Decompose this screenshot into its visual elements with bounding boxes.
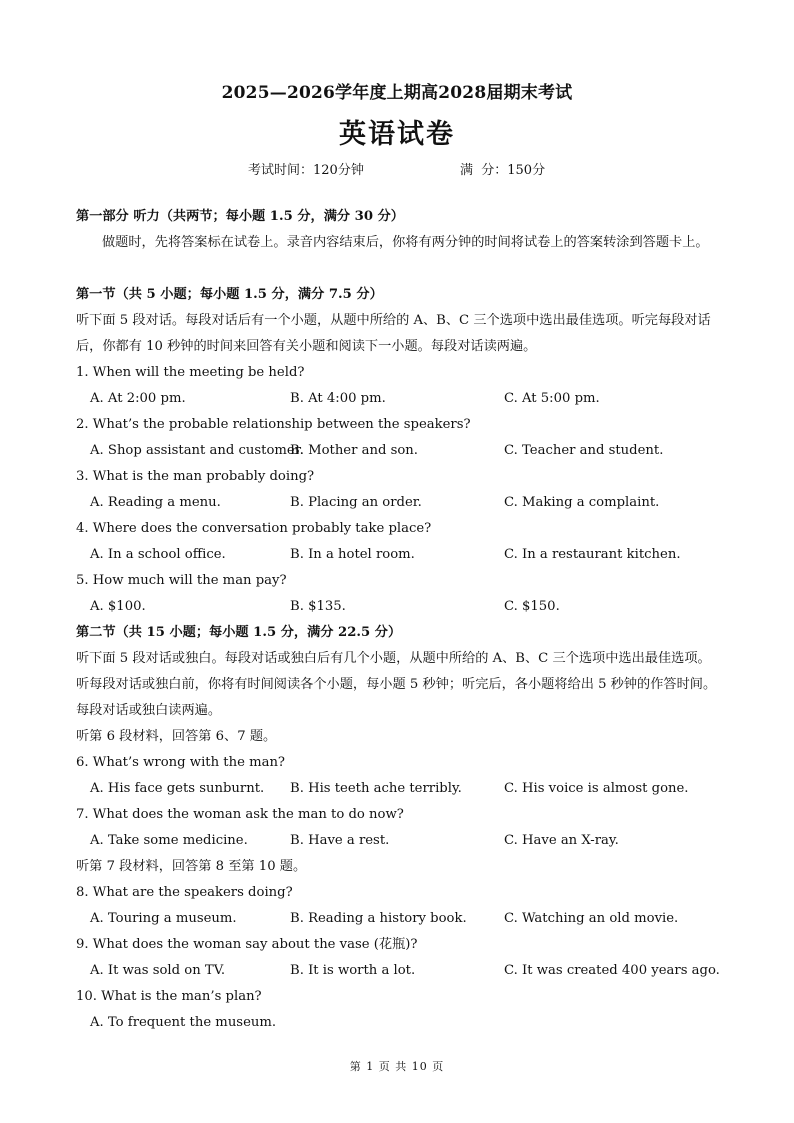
question-stem: 3. What is the man probably doing? — [76, 469, 315, 484]
section2-heading: 第二节（共 15 小题；每小题 1.5 分，满分 22.5 分） — [76, 625, 402, 640]
question-options — [76, 438, 722, 464]
option-c: C. In a restaurant kitchen. — [504, 547, 681, 562]
question-block — [76, 750, 722, 802]
question-stem: 5. How much will the man pay? — [76, 573, 287, 588]
question-block — [76, 932, 722, 984]
option-c: C. Making a complaint. — [504, 495, 660, 510]
option-b: B. Placing an order. — [290, 495, 422, 510]
option-a: A. Take some medicine. — [90, 833, 248, 848]
question-options — [76, 1010, 722, 1036]
question-block — [76, 880, 722, 932]
question-stem: 6. What’s wrong with the man? — [76, 755, 286, 770]
question-stem: 8. What are the speakers doing? — [76, 885, 293, 900]
option-a: A. In a school office. — [90, 547, 226, 562]
option-b: B. Mother and son. — [290, 443, 418, 458]
question-options — [76, 386, 722, 412]
option-c: C. At 5:00 pm. — [504, 391, 600, 406]
option-c: C. Watching an old movie. — [504, 911, 679, 926]
option-b: B. His teeth ache terribly. — [290, 781, 462, 796]
question-stem: 9. What does the woman say about the vase (花瓶)? — [76, 937, 418, 952]
option-c: C. Teacher and student. — [504, 443, 664, 458]
part1-heading: 第一部分 听力（共两节；每小题 1.5 分，满分 30 分） — [76, 209, 404, 224]
question-block — [76, 360, 722, 412]
material-note: 听第 7 段材料，回答第 8 至第 10 题。 — [76, 859, 307, 874]
question-block — [76, 412, 722, 464]
question-block — [76, 568, 722, 620]
material-note: 听第 6 段材料，回答第 6、7 题。 — [76, 729, 277, 744]
question-block — [76, 984, 722, 1036]
option-b: B. At 4:00 pm. — [290, 391, 386, 406]
option-b: B. Reading a history book. — [290, 911, 467, 926]
option-a: A. His face gets sunburnt. — [90, 781, 265, 796]
option-b: B. $135. — [290, 599, 346, 614]
option-c: C. Have an X-ray. — [504, 833, 619, 848]
question-options — [76, 958, 722, 984]
question-options — [76, 490, 722, 516]
option-c: C. $150. — [504, 599, 560, 614]
question-stem: 4. Where does the conversation probably take place? — [76, 521, 432, 536]
page-number: 第 1 页 共 10 页 — [349, 1060, 445, 1073]
subject-title: 英语试卷 — [339, 119, 455, 150]
full-score: 满 分：150分 — [460, 163, 546, 178]
question-stem: 2. What’s the probable relationship between the speakers? — [76, 417, 471, 432]
option-c: C. It was created 400 years ago. — [504, 963, 720, 978]
exam-content — [76, 204, 722, 1036]
section2-instructions: 听下面 5 段对话或独白。每段对话或独白后有几个小题，从题中所给的 A、B、C 三个选项中选出最佳选项。听每段对话或独白前，你将有时间阅读各个小题，每小题 5 秒钟；听完后，各小题将给出 5 秒钟的作答时间。每段对话或独白读两遍。 — [76, 651, 717, 718]
option-b: B. It is worth a lot. — [290, 963, 416, 978]
question-stem: 10. What is the man’s plan? — [76, 989, 262, 1004]
option-a: A. Touring a museum. — [90, 911, 237, 926]
question-options — [76, 906, 722, 932]
question-block — [76, 516, 722, 568]
option-a: A. Reading a menu. — [90, 495, 221, 510]
question-stem: 1. When will the meeting be held? — [76, 365, 305, 380]
section1-heading: 第一节（共 5 小题；每小题 1.5 分，满分 7.5 分） — [76, 287, 383, 302]
question-stem: 7. What does the woman ask the man to do now? — [76, 807, 404, 822]
option-a: A. At 2:00 pm. — [90, 391, 186, 406]
option-b: B. In a hotel room. — [290, 547, 415, 562]
question-options — [76, 776, 722, 802]
option-a: A. To frequent the museum. — [90, 1015, 277, 1030]
question-block — [76, 802, 722, 854]
part1-instructions: 做题时，先将答案标在试卷上。录音内容结束后，你将有两分钟的时间将试卷上的答案转涂到答题卡上。 — [102, 235, 709, 250]
option-a: A. $100. — [90, 599, 146, 614]
section1-instructions: 听下面 5 段对话。每段对话后有一个小题，从题中所给的 A、B、C 三个选项中选出最佳选项。听完每段对话后，你都有 10 秒钟的时间来回答有关小题和阅读下一小题。每段对话读两遍。 — [76, 313, 711, 354]
option-b: B. Have a rest. — [290, 833, 390, 848]
question-options — [76, 594, 722, 620]
exam-title: 2025—2026学年度上期高2028届期末考试 — [221, 83, 573, 103]
option-a: A. It was sold on TV. — [90, 963, 226, 978]
option-a: A. Shop assistant and customer. — [90, 443, 304, 458]
question-options — [76, 542, 722, 568]
exam-time: 考试时间：120分钟 — [248, 163, 364, 178]
question-block — [76, 464, 722, 516]
option-c: C. His voice is almost gone. — [504, 781, 689, 796]
question-options — [76, 828, 722, 854]
